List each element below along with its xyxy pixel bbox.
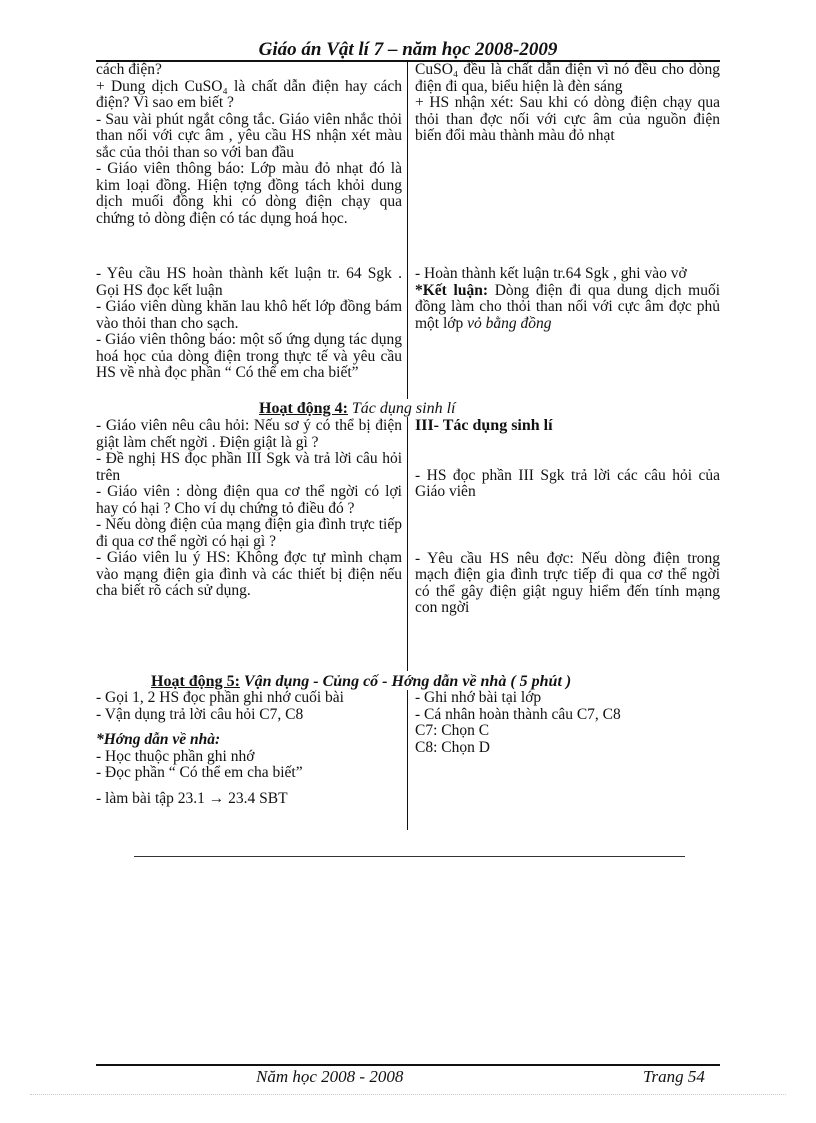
part4-teacher-column: [96, 690, 402, 835]
activity5-heading: [151, 673, 571, 690]
footer-page-number: Trang 54: [643, 1067, 705, 1086]
exercise-line: - làm bài tập 23.1 → 23.4 SBT: [96, 789, 288, 807]
text-line: C8: Chọn D: [415, 738, 490, 756]
text-line: - Đọc phần “ Có thể em cha biết”: [96, 764, 303, 781]
conclusion-label: *Kết luận:: [415, 281, 489, 299]
end-of-content-rule: [134, 856, 685, 857]
column-divider: [407, 690, 408, 830]
text-line: - HS đọc phần III Sgk trả lời các câu hỏi của Giáo viên: [415, 466, 720, 500]
text-line: - Giáo viên lu ý HS: Không đợc tự mình chạm vào mạng điện gia đình và các thiết bị điện nếu cha biết rõ cách sử dụng.: [96, 549, 402, 599]
text-line: - Gọi 1, 2 HS đọc phần ghi nhớ cuối bài: [96, 690, 344, 706]
text-line: - Giáo viên nêu câu hỏi: Nếu sơ ý có thể bị điện giật làm chết ngời . Điện giật là gì ?: [96, 418, 402, 451]
part2-teacher-column: [96, 266, 402, 399]
text-line: - Hoàn thành kết luận tr.64 Sgk , ghi vào vở: [415, 266, 687, 282]
page-header-title: Giáo án Vật lí 7 – năm học 2008-2009: [258, 39, 558, 60]
text-line: - Ghi nhớ bài tại lớp: [415, 690, 542, 706]
text-line: - Nếu dòng điện của mạng điện gia đình trực tiếp đi qua cơ thể ngời có hại gì ?: [96, 516, 402, 550]
page-edge-dots: [30, 1094, 786, 1095]
text-line: - Giáo viên : dòng điện qua cơ thể ngời có lợi hay có hại ? Cho ví dụ chứng tỏ điều đó ?: [96, 483, 402, 517]
footer-rule: [96, 1064, 720, 1066]
column-divider: [407, 62, 408, 399]
arrow-icon: →: [208, 789, 225, 807]
text-line: - Đề nghị HS đọc phần III Sgk và trả lời câu hỏi trên: [96, 450, 402, 484]
homework-heading: *Hớng dẫn về nhà:: [96, 731, 221, 748]
part3-student-column: [415, 418, 720, 670]
text-line: CuSO₄ đều là chất dẫn điện vì nó đều cho dòng điện đi qua, biểu hiện là đèn sáng: [415, 62, 720, 95]
conclusion: [415, 283, 720, 333]
text-line: - Vận dụng trả lời câu hỏi C7, C8: [96, 705, 304, 723]
part2-student-column: [415, 266, 720, 399]
part3-teacher-column: [96, 418, 402, 670]
text-line: cách điện?: [96, 62, 162, 78]
activity5-label: Hoạt động 5:: [151, 673, 240, 690]
section-heading: III- Tác dụng sinh lí: [415, 418, 553, 434]
activity4-heading: [259, 400, 455, 417]
part1-teacher-column: [96, 62, 402, 268]
part1-student-column: [415, 62, 720, 268]
part4-student-column: [415, 690, 720, 835]
text-line: C7: Chọn C: [415, 722, 490, 739]
text-line: - Cá nhân hoàn thành câu C7, C8: [415, 705, 621, 723]
activity5-title: Vận dụng - Củng cố - Hớng dẫn về nhà ( 5 phút ): [239, 673, 572, 690]
text-line: - Giáo viên thông báo: một số ứng dụng tác dụng hoá học của dòng điện trong thực tế và yêu cầu HS về nhà đọc phần “ Có thể em cha biết”: [96, 331, 402, 381]
text-line: - Yêu cầu HS nêu đợc: Nếu dòng điện trong mạch điện gia đình trực tiếp đi qua cơ thể ngời có thể gây điện giật nguy hiểm đến tính mạng con ngời: [415, 549, 720, 616]
text-line: - Học thuộc phần ghi nhớ: [96, 747, 255, 765]
text-line: - Giáo viên dùng khăn lau khô hết lớp đồng bám vào thỏi than cho sạch.: [96, 298, 402, 332]
column-divider: [407, 417, 408, 671]
text-line: - Giáo viên thông báo: Lớp màu đỏ nhạt đó là kim loại đồng. Hiện tợng đồng tách khỏi dung dịch muối đồng khi có dòng điện chạy qua chứng tỏ dòng điện có tác dụng hoá học.: [96, 160, 402, 227]
text-line: - Yêu cầu HS hoàn thành kết luận tr. 64 Sgk . Gọi HS đọc kết luận: [96, 266, 402, 299]
activity4-label: Hoạt động 4:: [259, 400, 348, 417]
text-line: + Dung dịch CuSO₄ là chất dẫn điện hay cách điện? Vì sao em biết ?: [96, 77, 402, 111]
conclusion-italic: vỏ bằng đồng: [467, 314, 552, 332]
footer-year: Năm học 2008 - 2008: [256, 1067, 404, 1086]
text-line: - Sau vài phút ngắt công tắc. Giáo viên nhắc thỏi than nối với cực âm , yêu cầu HS nhận xét màu sắc của thỏi than so với ban đầu: [96, 110, 402, 161]
conclusion-text: Dòng điện đi qua dung dịch muối đồng làm cho thỏi than nối với cực âm đợc phủ một lớp: [415, 281, 720, 332]
text-line: + HS nhận xét: Sau khi có dòng điện chạy qua thỏi than đợc nối với cực âm của nguồn điện biến đổi màu thành màu đỏ nhạt: [415, 94, 720, 144]
activity4-title: Tác dụng sinh lí: [347, 400, 456, 417]
